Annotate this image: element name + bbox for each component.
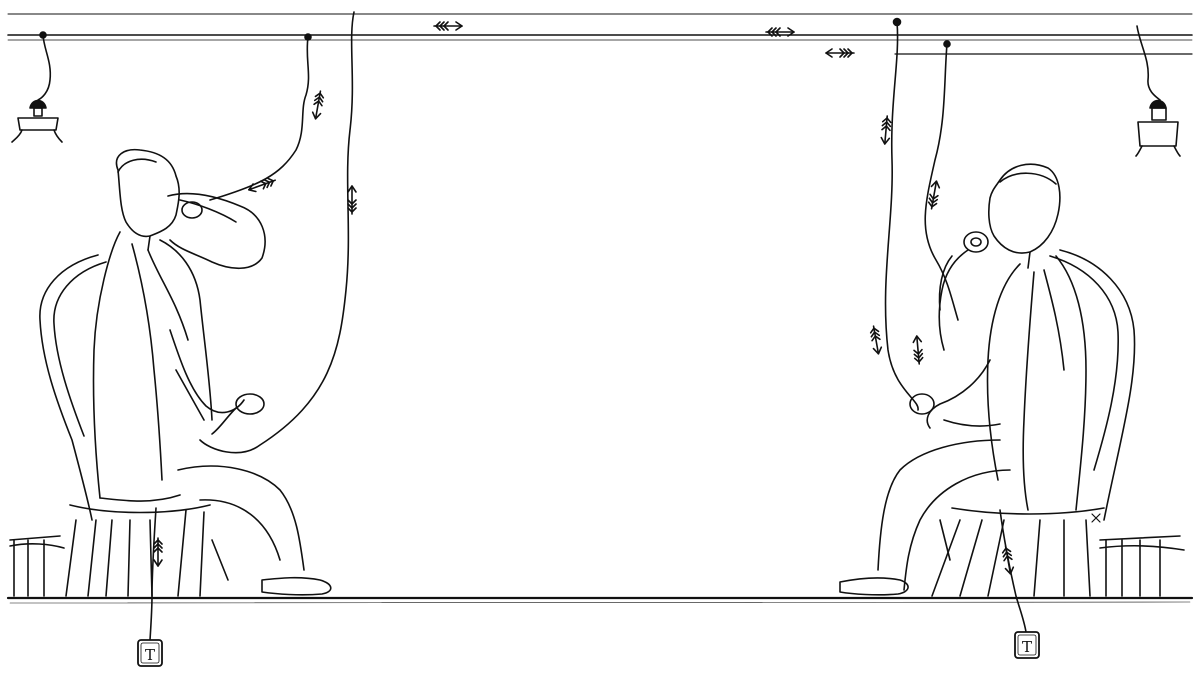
current-arrow-left-3 <box>247 176 276 193</box>
left-terminal-label: T <box>144 646 156 664</box>
left-terminal-box <box>138 640 162 666</box>
current-arrow-right-4 <box>913 336 923 365</box>
current-arrow-left-1 <box>312 91 325 120</box>
right-terminal-label: T <box>1021 638 1033 656</box>
current-arrow-right-5 <box>1002 546 1015 575</box>
hanging-lamp-left <box>12 35 62 142</box>
right-floor-stub <box>1100 536 1184 596</box>
current-arrow-right-1 <box>881 116 891 145</box>
left-floor-stub <box>10 536 64 596</box>
right-ground-wire <box>1000 510 1026 632</box>
current-arrow-right-3 <box>870 326 883 355</box>
left-armchair <box>40 255 210 596</box>
right-seated-man <box>840 164 1086 595</box>
hanging-lamp-right <box>1136 26 1180 156</box>
right-receiver-wire <box>886 22 958 410</box>
right-terminal-box <box>1015 632 1039 658</box>
right-armchair <box>932 250 1135 596</box>
overhead-wire <box>8 14 1192 54</box>
current-arrow-left-4 <box>154 538 162 566</box>
left-receiver-wire <box>200 12 354 453</box>
current-arrow-top-3 <box>826 49 854 57</box>
current-arrow-left-2 <box>348 186 356 214</box>
current-arrow-top-1 <box>434 22 462 30</box>
cross-mark <box>1092 514 1100 522</box>
